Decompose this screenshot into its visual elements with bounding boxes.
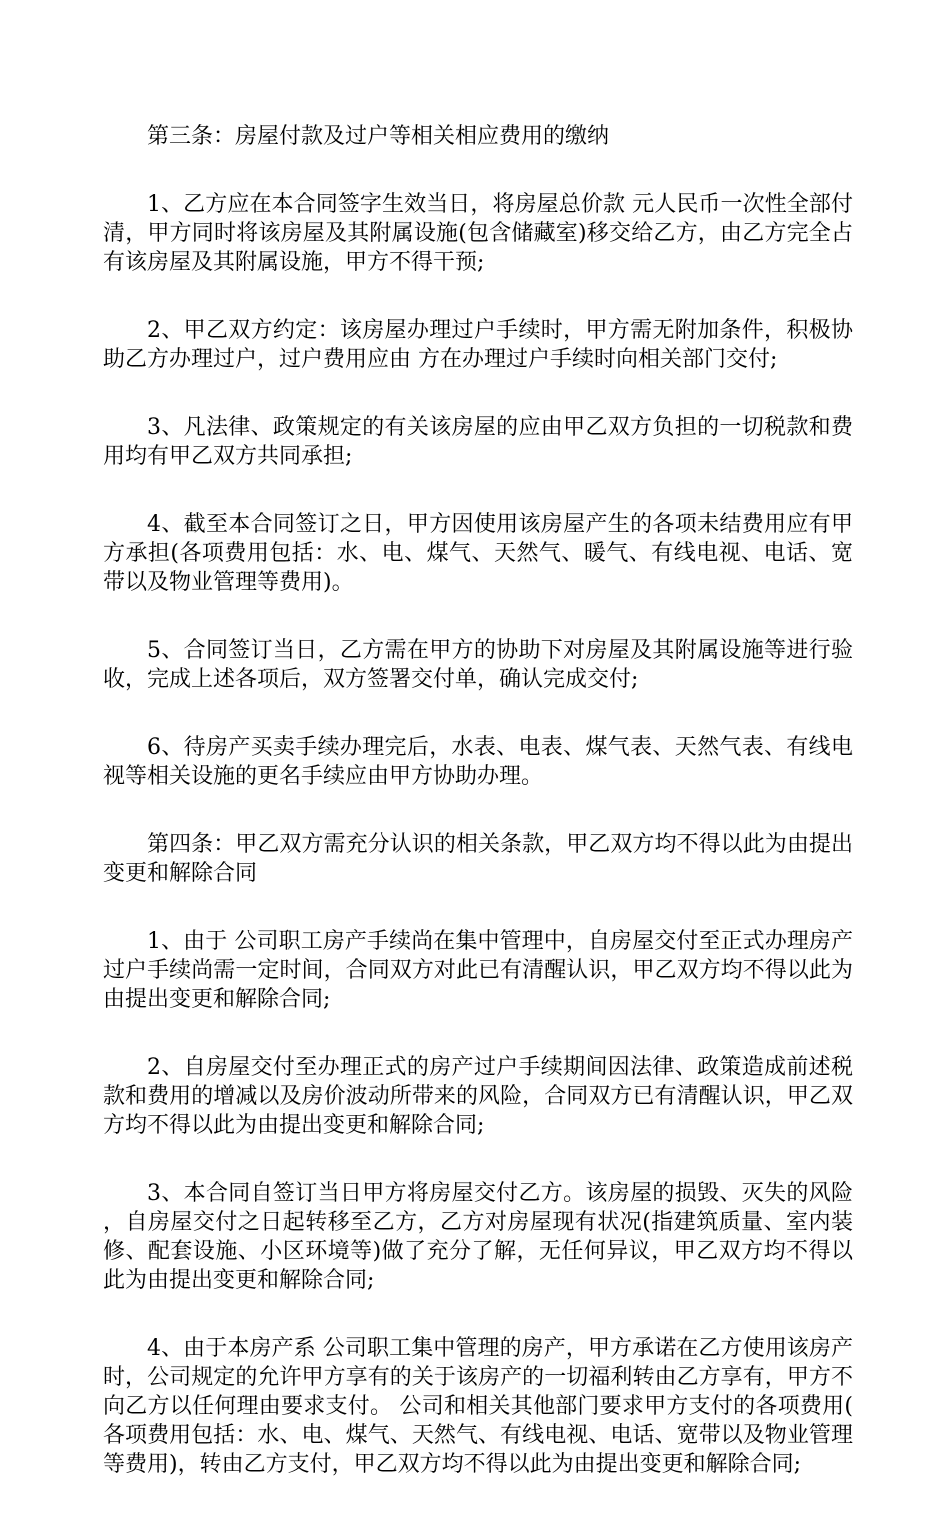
article-3-heading: 第三条：房屋付款及过户等相关相应费用的缴纳 (147, 124, 610, 149)
article-4-clause-1: 1、由于 公司职工房产手续尚在集中管理中，自房屋交付至正式办理房产过户手续尚需一定时间，合同双方对此已有清醒认识，甲乙双方均不得以此为由提出变更和解除合同; (103, 929, 853, 1012)
article-3-clause-6: 6、待房产买卖手续办理完后，水表、电表、煤气表、天然气表、有线电视等相关设施的更名手续应由甲方协助办理。 (103, 735, 853, 789)
article-4-clause-3: 3、本合同自签订当日甲方将房屋交付乙方。该房屋的损毁、灭失的风险，自房屋交付之日起转移至乙方，乙方对房屋现有状况(指建筑质量、室内装修、配套设施、小区环境等)做了充分了解，无任何异议，甲乙双方均不得以此为由提出变更和解除合同; (103, 1181, 853, 1293)
article-3-clause-3: 3、凡法律、政策规定的有关该房屋的应由甲乙双方负担的一切税款和费用均有甲乙双方共同承担; (103, 415, 853, 469)
article-4-clause-4: 4、由于本房产系 公司职工集中管理的房产，甲方承诺在乙方使用该房产时，公司规定的允许甲方享有的关于该房产的一切福利转由乙方享有，甲方不向乙方以任何理由要求支付。 公司和相关其他部门要求甲方支付的各项费用(各项费用包括：水、电、煤气、天然气、有线电视、电话、宽带以及物业管理等费用)，转由乙方支付，甲乙双方均不得以此为由提出变更和解除合同; (103, 1336, 853, 1477)
document-page (103, 122, 853, 1518)
article-3-clause-1: 1、乙方应在本合同签字生效当日，将房屋总价款 元人民币一次性全部付清，甲方同时将该房屋及其附属设施(包含储藏室)移交给乙方，由乙方完全占有该房屋及其附属设施，甲方不得干预; (103, 192, 853, 275)
article-3-clause-2: 2、甲乙双方约定：该房屋办理过户手续时，甲方需无附加条件，积极协助乙方办理过户，过户费用应由 方在办理过户手续时向相关部门交付; (103, 318, 853, 372)
article-4-heading: 第四条：甲乙双方需充分认识的相关条款，甲乙双方均不得以此为由提出变更和解除合同 (103, 832, 853, 886)
article-4-clause-2: 2、自房屋交付至办理正式的房产过户手续期间因法律、政策造成前述税款和费用的增减以及房价波动所带来的风险，合同双方已有清醒认识，甲乙双方均不得以此为由提出变更和解除合同; (103, 1055, 853, 1138)
article-3-clause-5: 5、合同签订当日，乙方需在甲方的协助下对房屋及其附属设施等进行验收，完成上述各项后，双方签署交付单，确认完成交付; (103, 638, 853, 692)
article-3-clause-4: 4、截至本合同签订之日，甲方因使用该房屋产生的各项未结费用应有甲方承担(各项费用包括：水、电、煤气、天然气、暖气、有线电视、电话、宽带以及物业管理等费用)。 (103, 512, 853, 595)
